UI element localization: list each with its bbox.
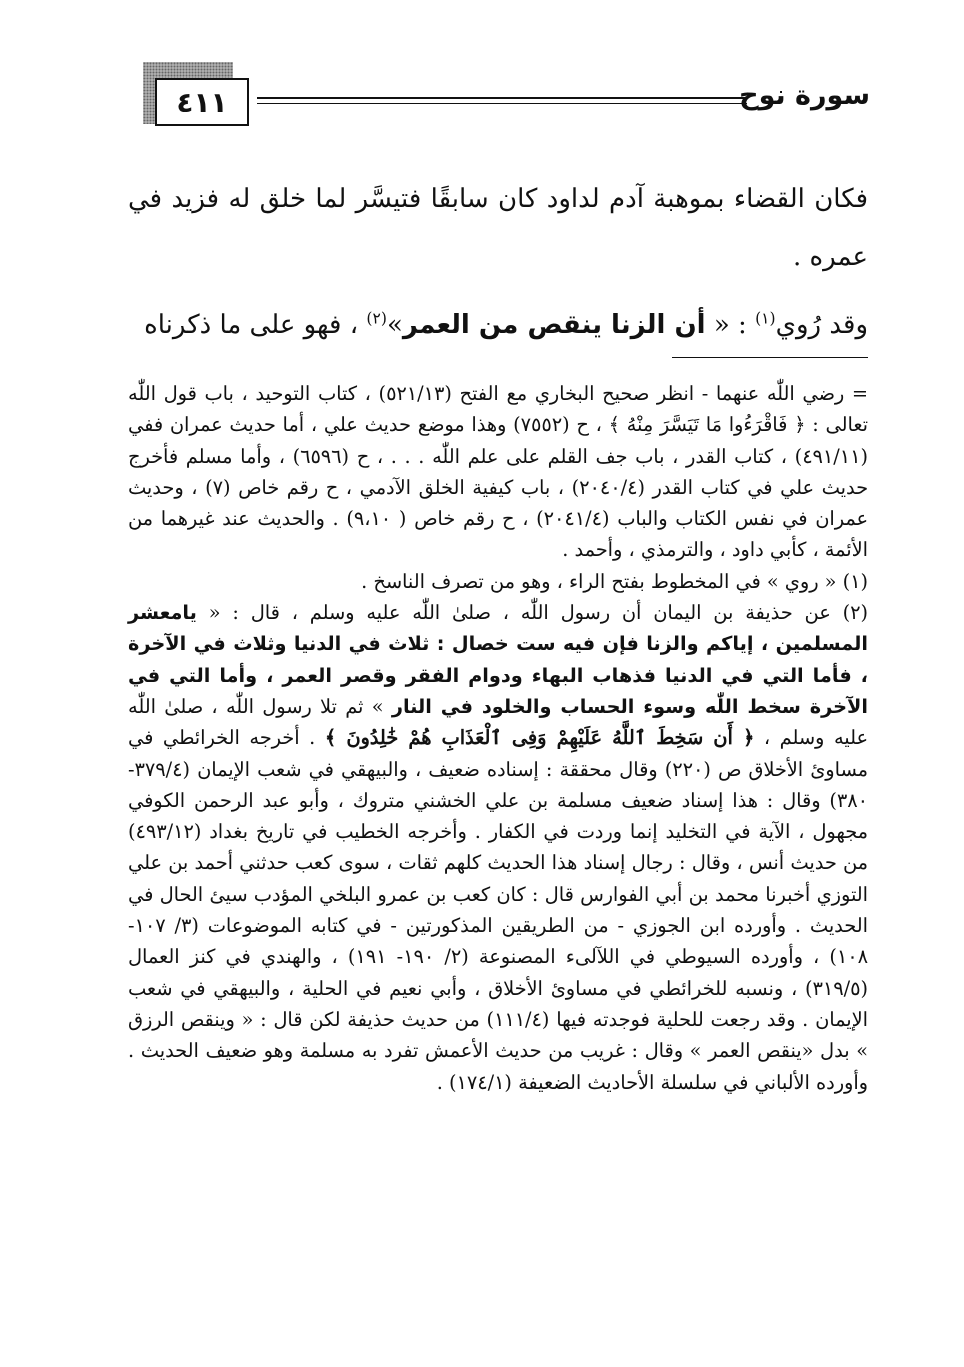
main-text <box>128 170 868 354</box>
footnote-ref-1: (١) <box>755 309 776 328</box>
p2-start: وقد رُوي <box>775 310 868 340</box>
surah-title: سورة نوح <box>739 80 870 111</box>
page-number-box <box>155 78 249 126</box>
footnote-2-start: (٢) عن حذيفة بن اليمان أن رسول اللّٰه ، صلىٰ اللّٰه عليه وسلم ، قال : « <box>196 601 868 625</box>
footnote-2-rest: . أخرجه الخرائطي في مساوئ الأخلاق ص (٢٢٠) وقال محققة : إسناده ضعيف ، والبيهقي في شعب الإيمان (٣٧٩/٤- ٣٨٠) وقال : هذا إسناد ضعيف مسلمة بن علي الخشني متروك ، وأبو عبد الرحمن الكوفي مجهول ، الآية في التخليد إنما وردت في الكفار . وأخرجه الخطيب في تاريخ بغداد (٤٩٣/١٢) من حديث أنس ، وقال : رجال إسناد هذا الحديث كلهم ثقات ، سوى كعب حدثني أحمد بن علي التوزي أخبرنا محمد بن أبي الفوارس قال : كان كعب بن عمرو البلخي المؤدب سيئ الحال في الحديث . وأورده ابن الجوزي - من الطريقين المذكورتين - في كتابه الموضوعات (٣/ ١٠٧- ١٠٨) ، وأورده السيوطي في اللآلىء المصنوعة (٢/ ١٩٠- ١٩١) ، والهندي في كنز العمال (٣١٩/٥) ، ونسبه للخرائطي في مساوئ الأخلاق ، وأبي نعيم في الحلية ، والبيهقي في شعب الإيمان . وقد رجعت للحلية فوجدته فيها (١١١/٤) من حديث حذيفة لكن قال : « وينقص الرزق » بدل «ينقص العمر » وقال : غريب من حديث الأعمش تفرد به مسلمة وهو ضعيف الحديث . وأورده الألباني في سلسلة الأحاديث الضعيفة (١٧٤/١) . <box>128 726 869 1094</box>
page-header <box>135 62 870 137</box>
footnote-2-hadith: يامعشر المسلمين ، إياكم والزنا فإن فيه ست خصال : ثلاث في الدنيا وثلاث في الآخرة ، فأما التي في الدنيا فذهاب البهاء ودوام الفقر وقصر العمر ، وأما التي في الآخرة سخط اللّٰه وسوء الحساب والخلود في النار <box>128 601 868 718</box>
p2-end: ، فهو على ما ذكرناه <box>144 310 367 340</box>
main-paragraph-2 <box>128 296 868 354</box>
p2-colon: : « <box>705 310 756 340</box>
footnote-ref-2: (٢) <box>366 309 387 328</box>
footnote-2-mid: » ثم تلا رسول اللّٰه ، صلىٰ اللّٰه عليه وسلم ، <box>128 694 868 750</box>
header-rule <box>257 97 747 99</box>
footnote-2-quran-verse: ﴿ أَن سَخِطَ ٱللَّهُ عَلَيْهِمْ وَفِى ٱلْعَذَابِ هُمْ خَٰلِدُونَ ﴾ <box>324 726 755 750</box>
footnotes <box>128 378 868 1098</box>
footnote-1: (١) « روي » في المخطوط بفتح الراء ، وهو من تصرف الناسخ . <box>361 569 868 593</box>
footnote-continuation: = رضي اللّٰه عنهما - انظر صحيح البخاري مع الفتح (٥٢١/١٣) ، كتاب التوحيد ، باب قول اللّٰه تعالى : ﴿ فَاقْرَءُوا مَا تَيَسَّرَ مِنْهُ ﴾ ، ح (٧٥٥٢) وهذا موضع حديث علي ، أما حديث عمران ففي (٤٩١/١١) ، كتاب القدر ، باب جف القلم على علم اللّٰه . . . ، ح (٦٥٩٦) ، وأما مسلم فأخرج حديث علي في كتاب القدر (٢٠٤٠/٤) ، باب كيفية الخلق الآدمي ، ح رقم خاص (٧) ، وحديث عمران في نفس الكتاب والباب (٢٠٤١/٤) ، ح رقم خاص ( ٩،١٠) . والحديث عند غيرهما من الأئمة ، كأبي داود ، والترمذي ، وأحمد . <box>128 382 869 562</box>
page-number: ٤١١ <box>176 85 228 119</box>
footnote-separator <box>672 357 868 358</box>
footnote-2 <box>128 597 868 1098</box>
header-rule-thin <box>257 103 747 104</box>
p2-hadith-quote: أن الزنا ينقص من العمر <box>402 310 706 340</box>
main-paragraph-1: فكان القضاء بموهبة آدم لداود كان سابقًا فتيسَّر لما خلق له فزيد في عمره . <box>128 184 868 272</box>
p2-close: » <box>386 310 403 340</box>
